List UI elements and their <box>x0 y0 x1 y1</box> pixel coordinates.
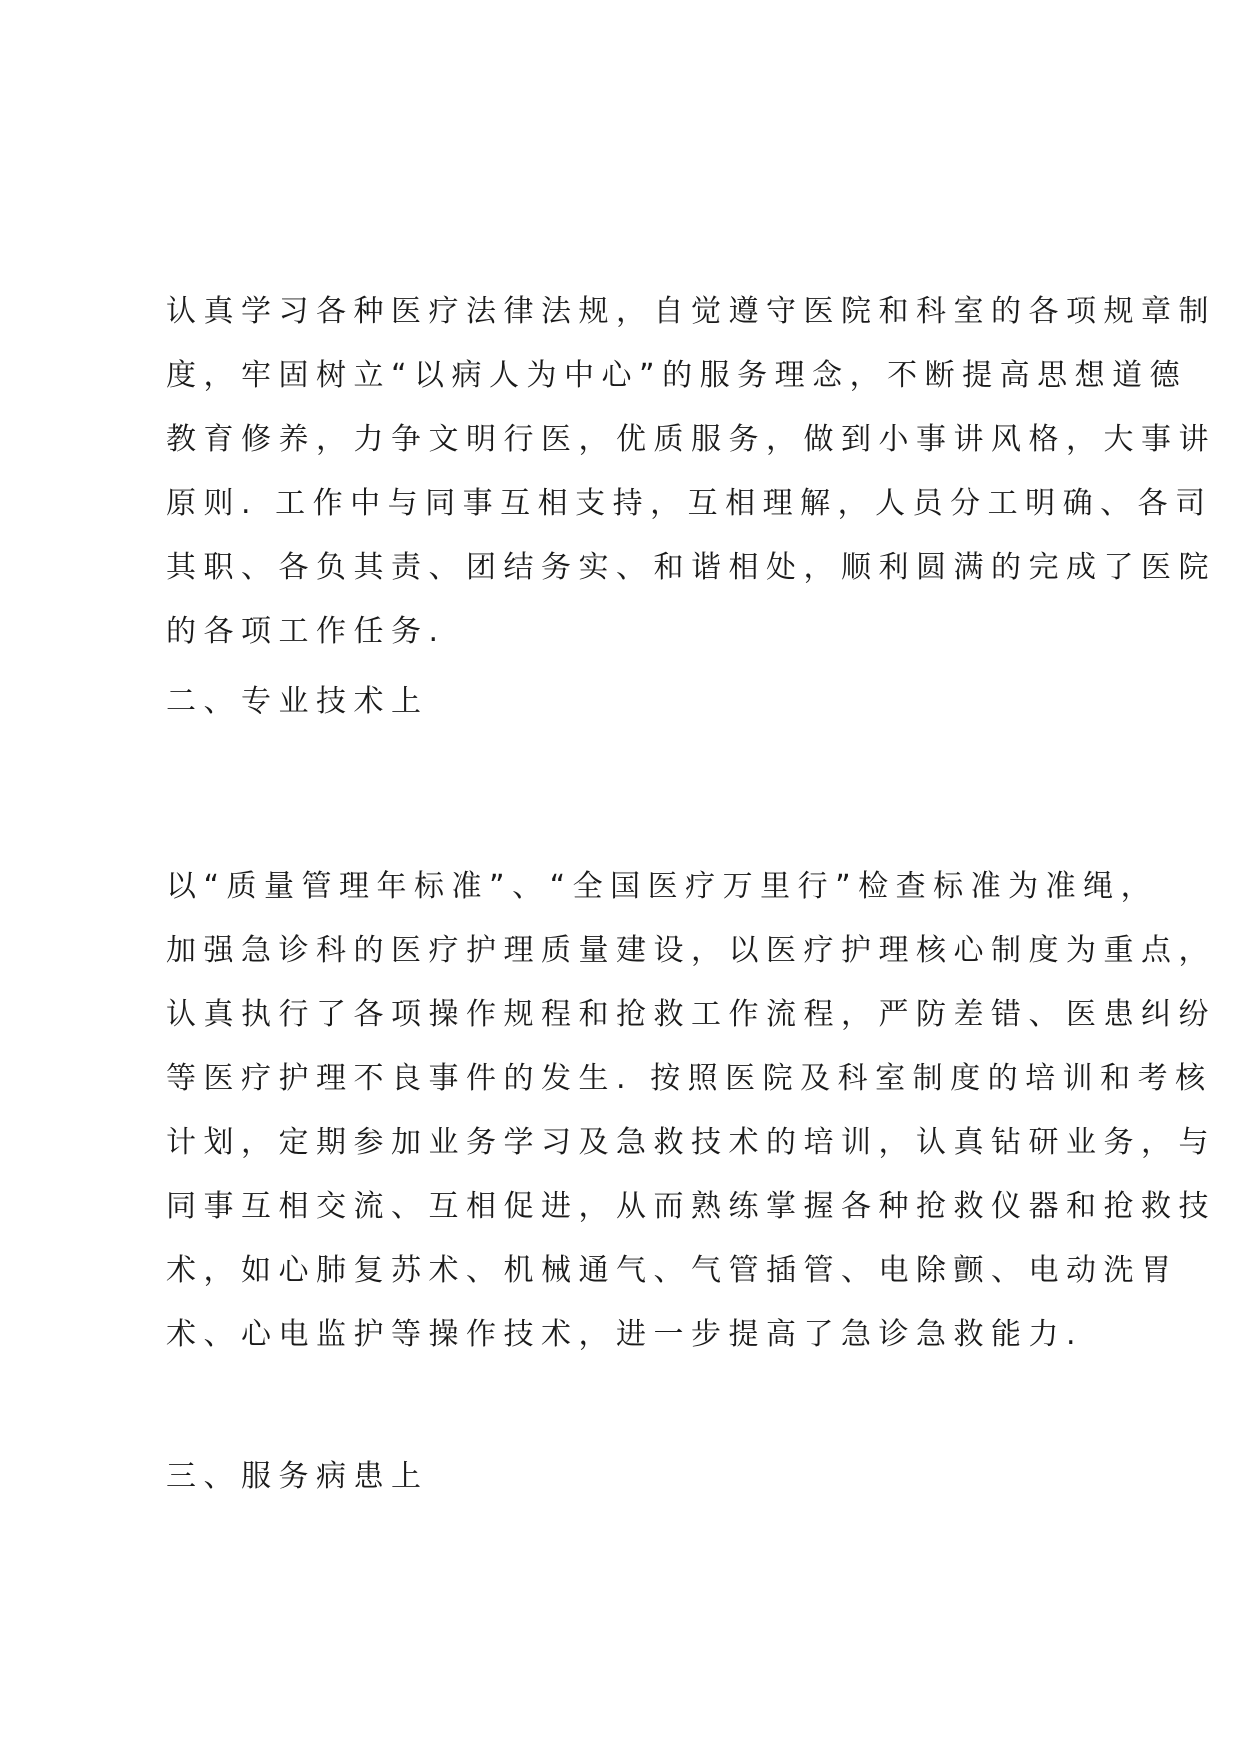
paragraph-line: 等医疗护理不良事件的发生. 按照医院及科室制度的培训和考核 <box>166 1061 1213 1096</box>
paragraph-line: 认真学习各种医疗法律法规，自觉遵守医院和科室的各项规章制 <box>166 294 1216 329</box>
paragraph-line: 原则. 工作中与同事互相支持，互相理解，人员分工明确、各司 <box>166 486 1213 521</box>
section-heading-professional-skills <box>166 670 1096 734</box>
paragraph-line: 教育修养，力争文明行医，优质服务，做到小事讲风格，大事讲 <box>166 422 1216 457</box>
paragraph-line: 以“质量管理年标准”、“全国医疗万里行”检查标准为准绳， <box>166 869 1159 904</box>
section-heading-patient-service <box>166 1445 1096 1509</box>
section-heading: 二、专业技术上 <box>166 684 429 719</box>
paragraph-line: 认真执行了各项操作规程和抢救工作流程，严防差错、医患纠纷 <box>166 997 1216 1032</box>
paragraph-line: 其职、各负其责、团结务实、和谐相处，顺利圆满的完成了医院 <box>166 550 1216 585</box>
paragraph-professional-skills <box>166 855 1216 1367</box>
paragraph-work-attitude <box>166 280 1216 664</box>
paragraph-line: 同事互相交流、互相促进，从而熟练掌握各种抢救仪器和抢救技 <box>166 1189 1216 1224</box>
paragraph-line: 术，如心肺复苏术、机械通气、气管插管、电除颤、电动洗胃 <box>166 1253 1179 1288</box>
section-heading: 三、服务病患上 <box>166 1459 429 1494</box>
paragraph-line: 术、心电监护等操作技术，进一步提高了急诊急救能力. <box>166 1317 1084 1352</box>
paragraph-line: 计划，定期参加业务学习及急救技术的培训，认真钻研业务，与 <box>166 1125 1216 1160</box>
paragraph-line: 的各项工作任务. <box>166 614 446 649</box>
paragraph-line: 加强急诊科的医疗护理质量建设，以医疗护理核心制度为重点， <box>166 933 1216 968</box>
paragraph-line: 度，牢固树立“以病人为中心”的服务理念，不断提高思想道德 <box>166 358 1188 393</box>
